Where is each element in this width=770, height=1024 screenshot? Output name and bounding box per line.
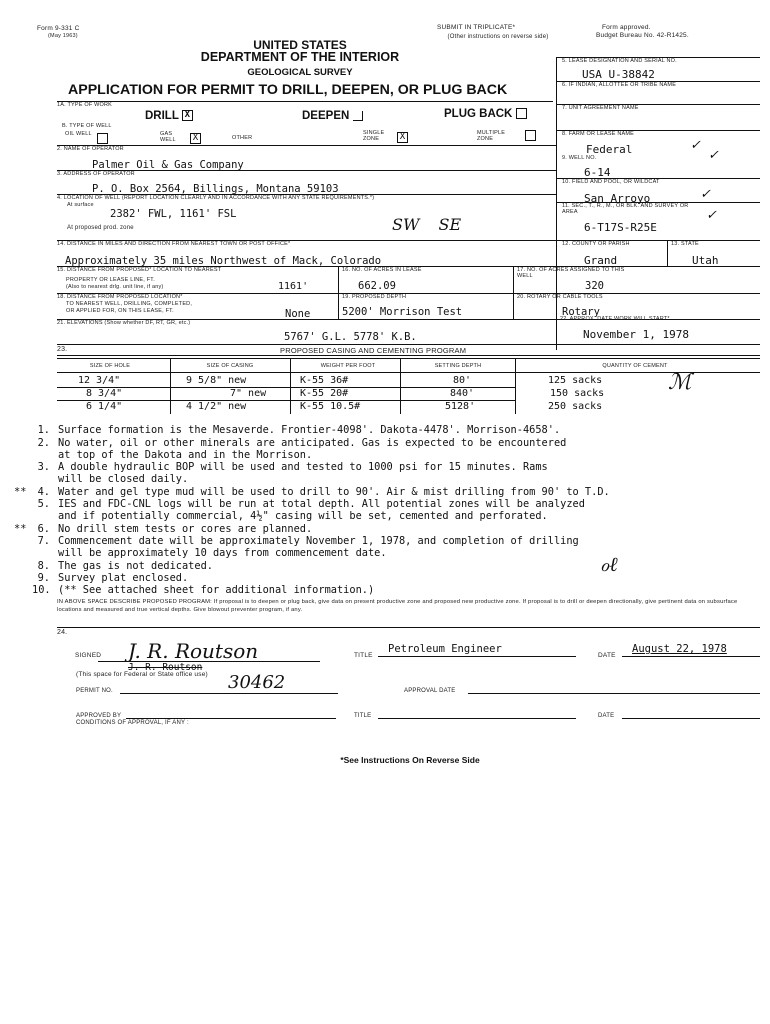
- submit-note: SUBMIT IN TRIPLICATE*: [437, 24, 516, 31]
- date-value: August 22, 1978: [632, 643, 727, 655]
- drill-option[interactable]: [145, 110, 193, 122]
- tools-value: Rotary: [562, 306, 600, 318]
- agency-line-1: UNITED STATES: [253, 38, 347, 52]
- assigned-label: 17. NO. OF ACRES ASSIGNED TO THIS WELL: [517, 267, 625, 279]
- casing-size: 9 5/8" new: [186, 375, 247, 386]
- signed-label: SIGNED: [75, 652, 102, 659]
- deepen-label: DEEPEN: [302, 110, 350, 122]
- cement-quantity: 250 sacks: [548, 401, 603, 412]
- list-item-continued: at top of the Dakota and in the Morrison.: [58, 449, 313, 461]
- operator-value: Palmer Oil & Gas Company: [92, 159, 244, 171]
- location-label: 4. LOCATION OF WELL (REPORT LOCATION CLEARLY AND IN ACCORDANCE WITH ANY STATE REQUIREMENTS.*): [57, 195, 375, 201]
- check-mark-icon: ✓: [708, 148, 719, 163]
- title-value: Petroleum Engineer: [388, 643, 502, 655]
- title-label: TITLE: [354, 652, 373, 659]
- farm-value: Federal: [586, 143, 633, 156]
- casing-header: WEIGHT PER FOOT: [320, 363, 376, 369]
- assigned-value: 320: [585, 280, 604, 292]
- row18-label-a: 18. DISTANCE FROM PROPOSED LOCATION*: [57, 294, 183, 300]
- list-item: 7. Commencement date will be approximately November 1, 1978, and completion of drilling: [37, 535, 579, 547]
- form-number: Form 9-331 C: [37, 25, 80, 32]
- address-value: P. O. Box 2564, Billings, Montana 59103: [92, 183, 339, 195]
- row15-label-a: 15. DISTANCE FROM PROPOSED* LOCATION TO NEAREST: [57, 267, 222, 273]
- field-label: 10. FIELD AND POOL, OR WILDCAT: [562, 179, 660, 185]
- drill-label: DRILL: [145, 110, 179, 122]
- casing-header: SIZE OF CASING: [206, 363, 254, 369]
- list-item: 1. Surface formation is the Mesaverde. Frontier-4098'. Dakota-4478'. Morrison-4658'.: [37, 424, 561, 436]
- casing-header: SETTING DEPTH: [434, 363, 482, 369]
- lease-label: 5. LEASE DESIGNATION AND SERIAL NO.: [562, 58, 677, 64]
- county-label: 12. COUNTY OR PARISH: [562, 241, 630, 247]
- plug-back-label: PLUG BACK: [444, 108, 513, 120]
- setting-depth: 840': [450, 388, 475, 399]
- approval-date-label: APPROVAL DATE: [404, 688, 456, 694]
- tools-label: 20. ROTARY OR CABLE TOOLS: [517, 294, 603, 300]
- acres-label: 16. NO. OF ACRES IN LEASE: [342, 267, 422, 273]
- printed-name: J. R. Routson: [128, 662, 203, 673]
- drill-checkbox[interactable]: X: [182, 110, 193, 121]
- date2-label: DATE: [598, 713, 615, 719]
- cement-quantity: 125 sacks: [548, 375, 603, 386]
- state-value: Utah: [692, 254, 719, 267]
- depth-label: 19. PROPOSED DEPTH: [342, 294, 407, 300]
- single-zone-label: SINGLE ZONE: [363, 130, 385, 142]
- row15-label-b: PROPERTY OR LEASE LINE, FT.: [66, 277, 155, 283]
- row15-label-c: (Also to nearest drlg. unit line, if any): [66, 284, 164, 290]
- casing-section: 23.: [57, 346, 68, 353]
- lease-value: USA U-38842: [582, 68, 655, 81]
- form-approved: Form approved.: [602, 24, 651, 31]
- field-value: San Arroyo: [584, 192, 651, 205]
- county-value: Grand: [584, 254, 618, 267]
- distance-town-label: 14. DISTANCE IN MILES AND DIRECTION FROM NEAREST TOWN OR POST OFFICE*: [57, 241, 291, 247]
- list-item-continued: will be approximately 10 days from commencement date.: [58, 547, 387, 559]
- start-date-label: 22. APPROX. DATE WORK WILL START*: [560, 316, 670, 322]
- signature: J. R. Routson: [128, 639, 259, 663]
- conditions-label: CONDITIONS OF APPROVAL, IF ANY :: [76, 720, 189, 726]
- office-use-note: (This space for Federal or State office use): [76, 671, 208, 678]
- single-zone-checkbox[interactable]: X: [397, 132, 408, 143]
- submit-sub: (Other instructions on reverse side): [447, 34, 549, 40]
- well-no-label: 9. WELL NO.: [562, 155, 597, 161]
- list-item-continued: will be closed daily.: [58, 473, 189, 485]
- unit-label: 7. UNIT AGREEMENT NAME: [562, 105, 639, 111]
- deepen-checkbox[interactable]: [353, 111, 363, 121]
- list-item: 5. IES and FDC-CNL logs will be run at total depth. All potential zones will be analyzed: [37, 498, 585, 510]
- address-label: 3. ADDRESS OF OPERATOR: [57, 171, 135, 177]
- multiple-zone-checkbox[interactable]: [525, 130, 536, 141]
- permit-label: PERMIT NO.: [76, 688, 113, 694]
- prod-zone-label: At proposed prod. zone: [67, 225, 134, 231]
- approved-by-label: APPROVED BY: [76, 713, 122, 719]
- check-mark-icon: ✓: [700, 187, 711, 202]
- date-label: DATE: [598, 652, 616, 659]
- row15-value: 1161': [278, 281, 309, 292]
- type-of-well-label: B. TYPE OF WELL: [62, 123, 112, 129]
- handwritten-quarter: SW SE: [392, 215, 462, 234]
- surface-label: At surface: [67, 202, 94, 208]
- list-item: 2. No water, oil or other minerals are anticipated. Gas is expected to be encountered: [37, 437, 567, 449]
- state-label: 13. STATE: [671, 241, 699, 247]
- depth-value: 5200' Morrison Test: [342, 306, 463, 318]
- oil-well-checkbox[interactable]: [97, 133, 108, 144]
- initials-mark: ℳ: [668, 370, 692, 395]
- casing-header: QUANTITY OF CEMENT: [602, 363, 668, 369]
- gas-well-label: GAS WELL: [160, 131, 176, 143]
- weight-per-foot: K-55 36#: [300, 375, 349, 386]
- list-item: 10. (** See attached sheet for additional information.): [32, 584, 375, 596]
- hole-size: 6 1/4": [86, 401, 123, 412]
- budget-bureau: Budget Bureau No. 42-R1425.: [596, 32, 689, 39]
- list-item: 3. A double hydraulic BOP will be used and tested to 1000 psi for 15 minutes. Rams: [37, 461, 548, 473]
- list-item: ** 4. Water and gel type mud will be used to drill to 90'. Air & mist drilling from 90' to T.D.: [14, 486, 610, 498]
- weight-per-foot: K-55 10.5#: [300, 401, 361, 412]
- oil-well-label: OIL WELL: [65, 131, 92, 137]
- indian-label: 6. IF INDIAN, ALLOTTEE OR TRIBE NAME: [562, 82, 677, 88]
- row18-label-c: OR APPLIED FOR, ON THIS LEASE, FT.: [66, 308, 174, 314]
- program-instructions: IN ABOVE SPACE DESCRIBE PROPOSED PROGRAM: If proposal is to deepen or plug back, give data on present productive zone and proposed new productive zone. If proposal is to drill or deepen directionally, give pertinent data on subsurface locations and measured and true vertical depths. Give blowout preventer program, if any.: [57, 599, 738, 613]
- distance-town-value: Approximately 35 miles Northwest of Mack, Colorado: [65, 255, 382, 267]
- agency-line-3: GEOLOGICAL SURVEY: [247, 67, 353, 78]
- setting-depth: 5128': [445, 401, 476, 412]
- casing-header: SIZE OF HOLE: [89, 363, 131, 369]
- list-item-continued: and if potentially commercial, 4½" casing will be set, cemented and perforated.: [58, 510, 548, 522]
- footer-instructions: *See Instructions On Reverse Side: [340, 755, 480, 765]
- start-date-value: November 1, 1978: [583, 328, 689, 341]
- casing-title: PROPOSED CASING AND CEMENTING PROGRAM: [280, 346, 467, 355]
- other-label: OTHER: [232, 135, 253, 141]
- row18-value: None: [285, 308, 311, 320]
- list-item: 9. Survey plat enclosed.: [37, 572, 189, 584]
- sign-section: 24.: [57, 629, 68, 636]
- surface-value: 2382' FWL, 1161' FSL: [110, 208, 237, 220]
- gas-well-checkbox[interactable]: X: [190, 133, 201, 144]
- cement-quantity: 150 sacks: [550, 388, 605, 399]
- elevation-value: 5767' G.L. 5778' K.B.: [284, 331, 417, 343]
- hole-size: 8 3/4": [86, 388, 123, 399]
- list-item: 8. The gas is not dedicated.: [37, 560, 213, 572]
- well-no-value: 6-14: [584, 166, 611, 179]
- farm-label: 8. FARM OR LEASE NAME: [562, 131, 635, 137]
- plug-back-option[interactable]: [444, 108, 527, 120]
- row18-label-b: TO NEAREST WELL, DRILLING, COMPLETED,: [66, 301, 193, 307]
- setting-depth: 80': [453, 375, 472, 386]
- sec-value: 6-T17S-R25E: [584, 221, 657, 234]
- initials-mark: ℴℓ: [600, 552, 618, 576]
- multiple-zone-label: MULTIPLE ZONE: [477, 130, 506, 142]
- form-title: APPLICATION FOR PERMIT TO DRILL, DEEPEN, OR PLUG BACK: [68, 82, 508, 98]
- list-item: ** 6. No drill stem tests or cores are planned.: [14, 523, 313, 535]
- permit-value: 30462: [228, 672, 286, 693]
- plug-back-checkbox[interactable]: [516, 108, 527, 119]
- type-of-work-label: 1A. TYPE OF WORK: [57, 102, 113, 108]
- casing-size: 7" new: [230, 388, 267, 399]
- sec-label: 11. SEC., T., R., M., OR BLK. AND SURVEY OR AREA: [562, 203, 689, 215]
- acres-value: 662.09: [358, 280, 396, 292]
- check-mark-icon: ✓: [706, 208, 717, 223]
- operator-label: 2. NAME OF OPERATOR: [57, 146, 124, 152]
- form-date: (May 1963): [48, 33, 78, 39]
- check-mark-icon: ✓: [690, 138, 701, 153]
- weight-per-foot: K-55 20#: [300, 388, 349, 399]
- agency-line-2: DEPARTMENT OF THE INTERIOR: [200, 50, 400, 64]
- deepen-option[interactable]: [302, 110, 363, 122]
- hole-size: 12 3/4": [78, 375, 121, 386]
- elevation-label: 21. ELEVATIONS (Show whether DF, RT, GR, etc.): [57, 320, 191, 326]
- casing-size: 4 1/2" new: [186, 401, 247, 412]
- title2-label: TITLE: [354, 713, 372, 719]
